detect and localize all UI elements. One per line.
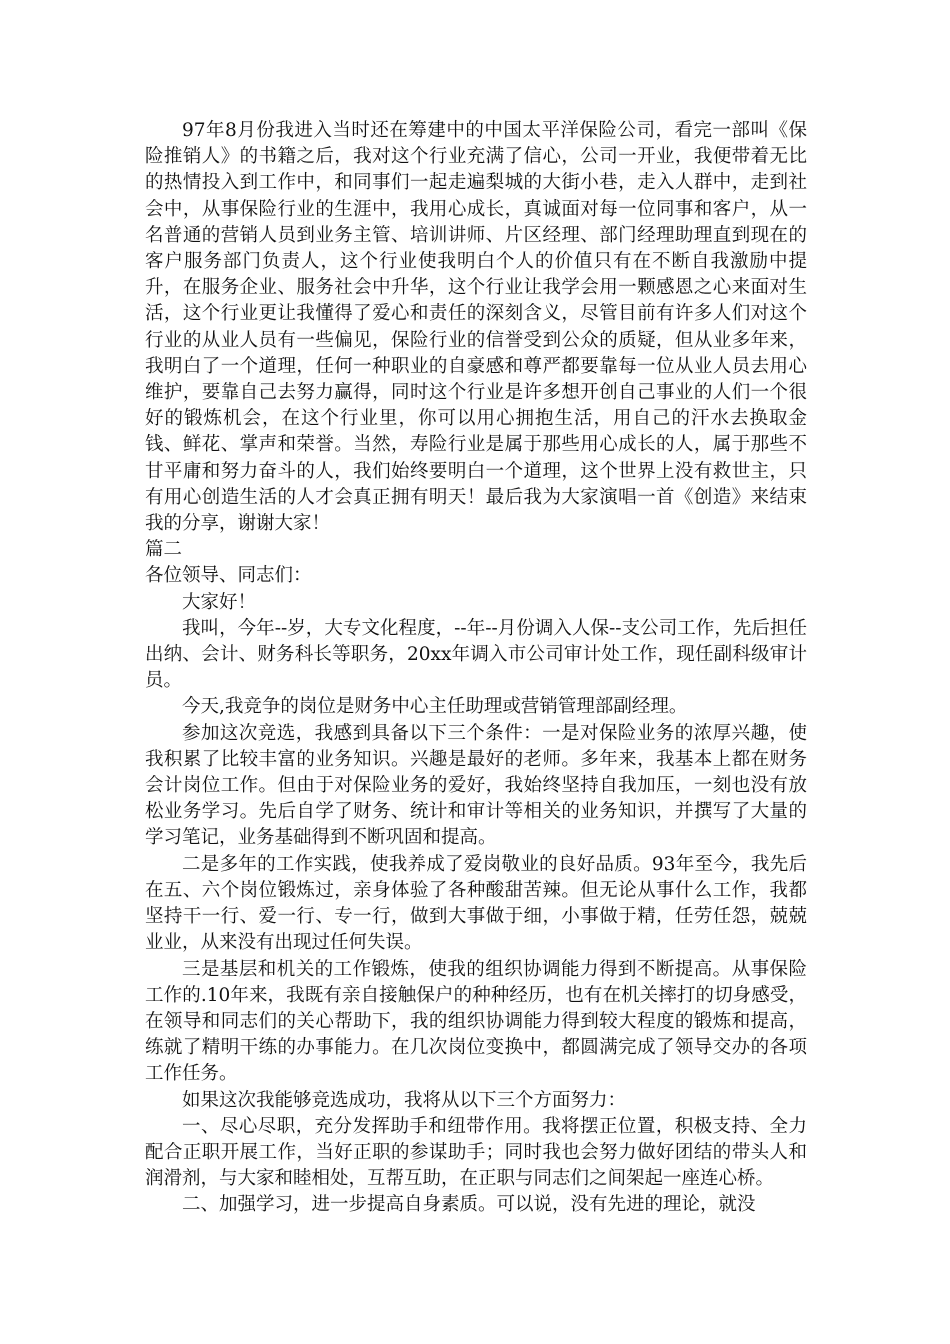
document-body (145, 118, 807, 1219)
section-heading: 篇二 (145, 539, 183, 561)
paragraph-condition-1: 参加这次竞选，我感到具备以下三个条件：一是对保险业务的浓厚兴趣，使我积累了比较丰富的业务知识。兴趣是最好的老师。多年来，我基本上都在财务会计岗位工作。但由于对保险业务的爱好，我始终坚持自我加压，一刻也没有放松业务学习。先后自学了财务、统计和审计等相关的业务知识，并撰写了大量的学习笔记，业务基础得到不断巩固和提高。 (145, 722, 807, 849)
greeting: 大家好！ (182, 591, 257, 613)
paragraph-1: 97年8月份我进入当时还在筹建中的中国太平洋保险公司，看完一部叫《保险推销人》的书籍之后，我对这个行业充满了信心，公司一开业，我便带着无比的热情投入到工作中，和同事们一起走遍梨城的大街小巷，走入人群中，走到社会中，从事保险行业的生涯中，我用心成长，真诚面对每一位同事和客户，从一名普通的营销人员到业务主管、培训讲师、片区经理、部门经理助理直到现在的客户服务部门负责人，这个行业使我明白个人的价值只有在不断自我激励中提升，在服务企业、服务社会中升华，这个行业让我学会用一颗感恩之心来面对生活，这个行业更让我懂得了爱心和责任的深刻含义，尽管目前有许多人们对这个行业的从业人员有一些偏见，保险行业的信誉受到公众的质疑，但从业多年来，我明白了一个道理，任何一种职业的自豪感和尊严都要靠每一位从业人员去用心维护，要靠自己去努力赢得，同时这个行业是许多想开创自己事业的人们一个很好的锻炼机会，在这个行业里，你可以用心拥抱生活，用自己的汗水去换取金钱、鲜花、掌声和荣誉。当然，寿险行业是属于那些用心成长的人，属于那些不甘平庸和努力奋斗的人，我们始终要明白一个道理，这个世界上没有救世主，只有用心创造生活的人才会真正拥有明天！最后我为大家演唱一首《创造》来结束我的分享，谢谢大家！ (145, 120, 807, 535)
salutation: 各位领导、同志们： (145, 565, 312, 587)
paragraph-plan-2: 二、加强学习，进一步提高自身素质。可以说，没有先进的理论，就没 (182, 1194, 756, 1216)
paragraph-position: 今天,我竞争的岗位是财务中心主任助理或营销管理部副经理。 (182, 696, 688, 718)
paragraph-condition-3: 三是基层和机关的工作锻炼，使我的组织协调能力得到不断提高。从事保险工作的.10年来，我既有亲自接触保户的种种经历，也有在机关摔打的切身感受，在领导和同志们的关心帮助下，我的组织协调能力得到较大程度的锻炼和提高，练就了精明干练的办事能力。在几次岗位变换中，都圆满完成了领导交办的各项工作任务。 (145, 958, 807, 1085)
paragraph-condition-2: 二是多年的工作实践，使我养成了爱岗敬业的良好品质。93年至今，我先后在五、六个岗位锻炼过，亲身体验了各种酸甜苦辣。但无论从事什么工作，我都坚持干一行、爱一行、专一行，做到大事做于细，小事做于精，任劳任怨，兢兢业业，从来没有出现过任何失误。 (145, 853, 807, 954)
paragraph-plan-intro: 如果这次我能够竞选成功，我将从以下三个方面努力： (182, 1089, 627, 1111)
paragraph-plan-1: 一、尽心尽职，充分发挥助手和纽带作用。我将摆正位置，积极支持、全力配合正职开展工作，当好正职的参谋助手；同时我也会努力做好团结的带头人和润滑剂，与大家和睦相处，互帮互助，在正职与同志们之间架起一座连心桥。 (145, 1115, 807, 1190)
paragraph-intro: 我叫，今年--岁，大专文化程度，--年--月份调入人保--支公司工作，先后担任出纳、会计、财务科长等职务，20xx年调入市公司审计处工作，现任副科级审计员。 (145, 617, 807, 692)
